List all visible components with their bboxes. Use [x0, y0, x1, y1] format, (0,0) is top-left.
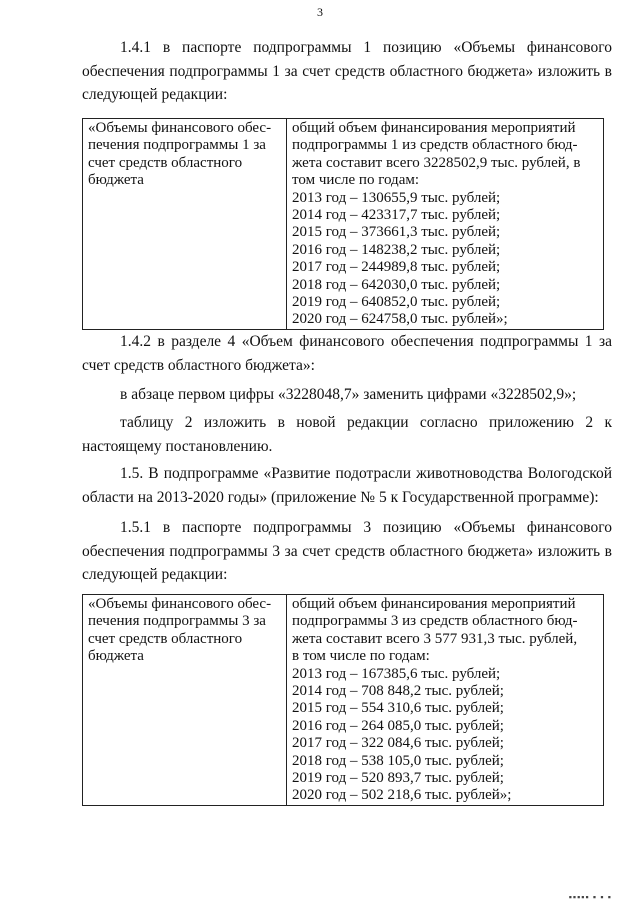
table2-year-line: 2017 год – 322 084,6 тыс. рублей; [292, 735, 504, 752]
table2-year-line: 2016 год – 264 085,0 тыс. рублей; [292, 717, 504, 734]
table2-right-line: в том числе по годам: [292, 648, 430, 665]
table2-year-line: 2015 год – 554 310,6 тыс. рублей; [292, 700, 504, 717]
table1-year-line: 2017 год – 244989,8 тыс. рублей; [292, 259, 501, 276]
scan-mark: ▪▪▪▪▪ ▪ ▪ ▪ [568, 892, 612, 902]
table1-left-line: счет средств областного [88, 154, 243, 171]
funding-table-subprogram-3 [82, 594, 604, 806]
table1-right-line: жета составит всего 3228502,9 тыс. рублей, в [292, 154, 581, 171]
table2-left-line: счет средств областного [88, 630, 243, 647]
table1-left-line: «Объемы финансового обес- [88, 120, 272, 136]
table1-right-line: том числе по годам: [292, 172, 420, 189]
table1-position-cell [83, 119, 287, 330]
table2-left-line: бюджета [88, 648, 144, 665]
paragraph-1-5: 1.5. В подпрограмме «Развитие подотрасли животноводства Вологодской области на 2013-2020 годы» (приложение № 5 к Государственной программе): [82, 465, 612, 506]
table1-year-line: 2015 год – 373661,3 тыс. рублей; [292, 224, 501, 241]
page-number: 3 [317, 5, 323, 19]
paragraph-replace-figures: в абзаце первом цифры «3228048,7» заменить цифрами «3228502,9»; [120, 386, 577, 403]
table1-year-line: 2014 год – 423317,7 тыс. рублей; [292, 207, 501, 224]
table2-right-line: общий объем финансирования мероприятий [292, 596, 576, 612]
table1-left-line: бюджета [88, 172, 144, 189]
table2-year-line: 2019 год – 520 893,7 тыс. рублей; [292, 770, 504, 787]
table2-left-line: «Объемы финансового обес- [88, 596, 272, 612]
table1-year-line: 2018 год – 642030,0 тыс. рублей; [292, 276, 501, 293]
funding-table-subprogram-1 [82, 118, 604, 330]
table1-right-line: подпрограммы 1 из средств областного бюд- [292, 137, 578, 154]
table1-year-line: 2016 год – 148238,2 тыс. рублей; [292, 241, 501, 258]
table2-position-cell [83, 595, 287, 806]
table2-left-line: печения подпрограммы 3 за [88, 613, 266, 630]
table2-right-line: жета составит всего 3 577 931,3 тыс. рублей, [292, 630, 578, 647]
table2-year-line: 2014 год – 708 848,2 тыс. рублей; [292, 683, 504, 700]
table2-year-line: 2018 год – 538 105,0 тыс. рублей; [292, 752, 504, 769]
table1-year-line: 2013 год – 130655,9 тыс. рублей; [292, 189, 501, 206]
table1-amount-cell [287, 119, 604, 330]
table2-right-line: подпрограммы 3 из средств областного бюд- [292, 613, 578, 630]
table1-year-line: 2020 год – 624758,0 тыс. рублей»; [292, 311, 508, 328]
table2-amount-cell [287, 595, 604, 806]
table2-year-line: 2013 год – 167385,6 тыс. рублей; [292, 665, 501, 682]
table2-year-line: 2020 год – 502 218,6 тыс. рублей»; [292, 787, 512, 804]
table1-year-line: 2019 год – 640852,0 тыс. рублей; [292, 294, 501, 311]
paragraph-1-5-1: 1.5.1 в паспорте подпрограммы 3 позицию «Объемы финансового обеспечения подпрограммы 3 за счет средств областного бюджета» изложить в следующей редакции: [82, 519, 612, 583]
paragraph-1-4-2: 1.4.2 в разделе 4 «Объем финансового обеспечения подпрограммы 1 за счет средств областного бюджета»: [82, 333, 612, 374]
paragraph-1-4-1: 1.4.1 в паспорте подпрограммы 1 позицию «Объемы финансового обеспечения подпрограммы 1 за счет средств областного бюджета» изложить в следующей редакции: [82, 39, 612, 103]
table1-left-line: печения подпрограммы 1 за [88, 137, 266, 154]
table1-right-line: общий объем финансирования мероприятий [292, 120, 576, 136]
paragraph-table-2: таблицу 2 изложить в новой редакции согласно приложению 2 к настоящему постановлению. [82, 414, 612, 455]
